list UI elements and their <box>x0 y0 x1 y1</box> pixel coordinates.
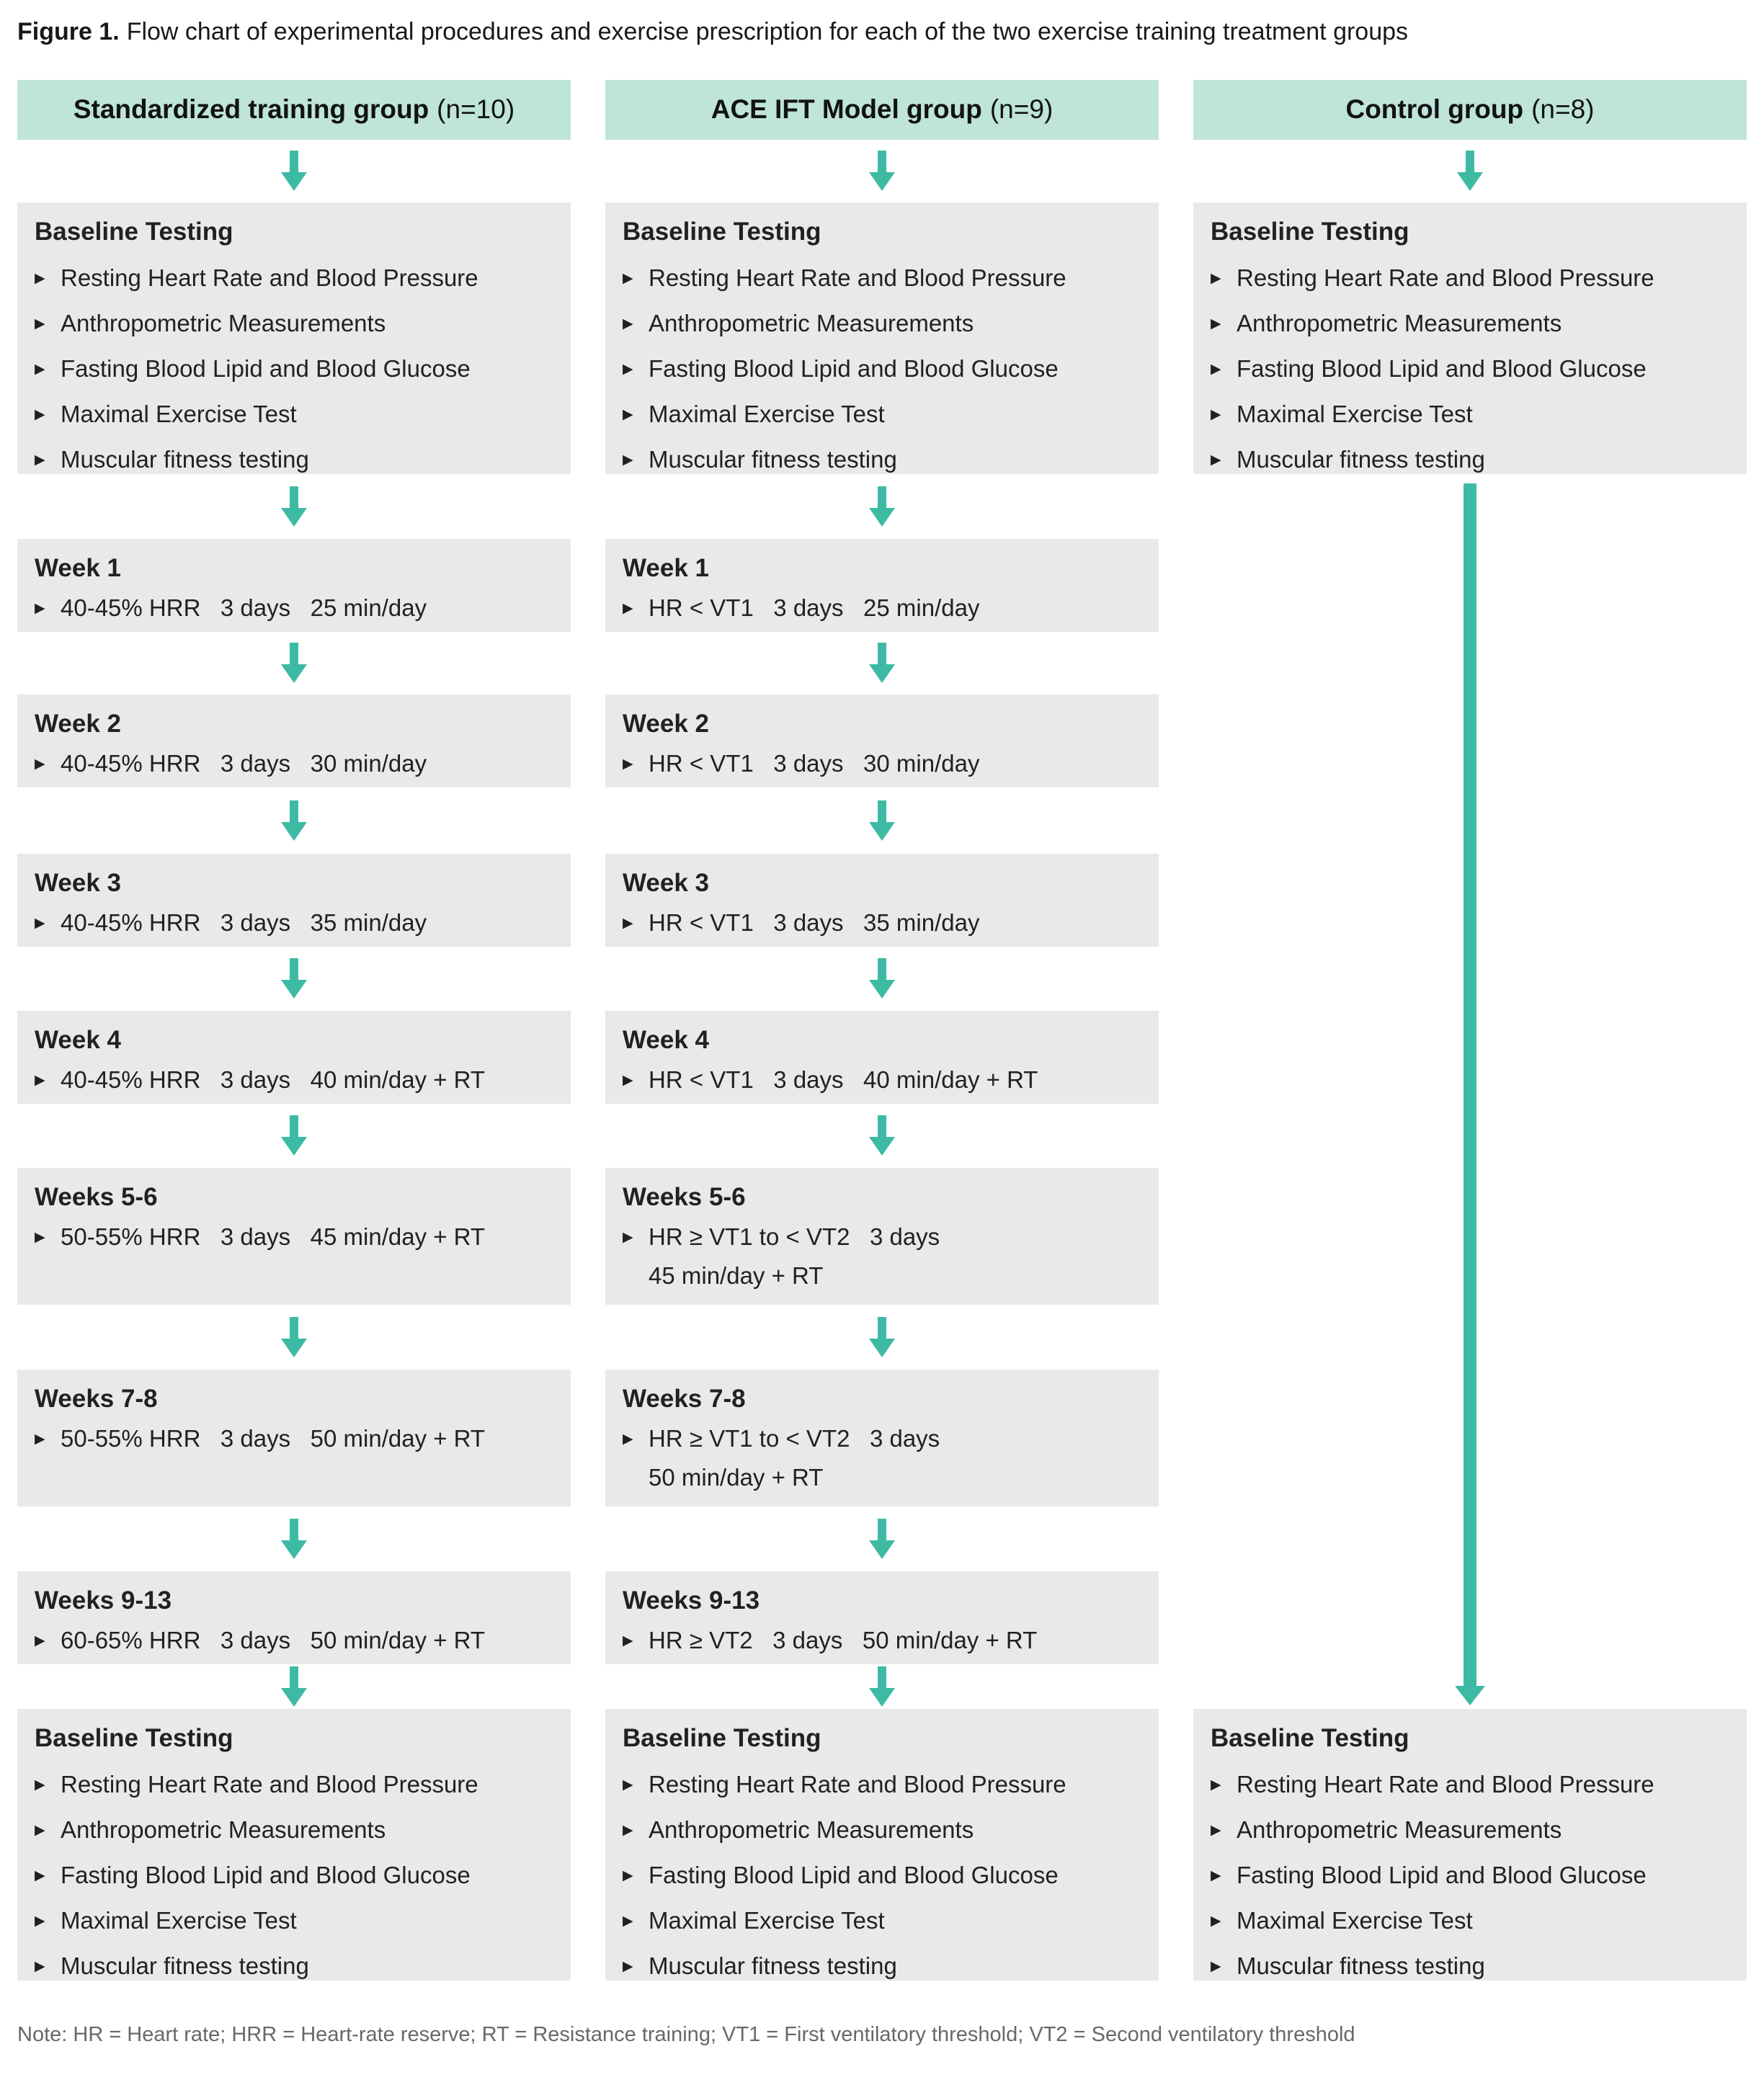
week-title: Week 4 <box>623 1025 709 1054</box>
bullet-text: Muscular fitness testing <box>61 445 309 473</box>
bullet-text: HR ≥ VT1 to < VT2 3 days <box>649 1424 940 1452</box>
group-name: ACE IFT Model group <box>710 94 982 125</box>
bullet-triangle-icon: ▶ <box>623 361 633 377</box>
bullet-triangle-icon: ▶ <box>623 1777 633 1792</box>
bullet-text: Resting Heart Rate and Blood Pressure <box>61 1770 478 1798</box>
week-box-0-1 <box>17 695 571 787</box>
down-arrow-0 <box>17 1104 571 1168</box>
bullet-text: Muscular fitness testing <box>1237 1952 1485 1979</box>
bullet-triangle-icon: ▶ <box>1211 270 1221 286</box>
bullet-text: Anthropometric Measurements <box>61 1816 386 1843</box>
bullet-text: Anthropometric Measurements <box>1237 1816 1562 1843</box>
bullet-triangle-icon: ▶ <box>623 1229 633 1245</box>
week-box-1-3 <box>605 1011 1159 1104</box>
baseline-testing-box-top-1 <box>605 202 1159 474</box>
bullet-text: Muscular fitness testing <box>1237 445 1485 473</box>
week-title: Week 3 <box>623 868 709 897</box>
bullet-triangle-icon: ▶ <box>623 452 633 468</box>
bullet-text: Resting Heart Rate and Blood Pressure <box>1237 264 1654 291</box>
bullet-text: 40-45% HRR 3 days 35 min/day <box>61 908 427 936</box>
week-box-0-3 <box>17 1011 571 1104</box>
baseline-testing-box-bottom-2 <box>1193 1709 1747 1981</box>
down-arrow-icon <box>280 643 308 683</box>
bullet-text: HR < VT1 3 days 35 min/day <box>649 908 980 936</box>
bullet-text: 40-45% HRR 3 days 25 min/day <box>61 594 427 621</box>
down-arrow-1 <box>605 1305 1159 1370</box>
group-n-count: (n=9) <box>989 94 1054 125</box>
baseline-testing-title: Baseline Testing <box>35 1723 233 1752</box>
bullet-triangle-icon: ▶ <box>35 406 45 422</box>
bullet-triangle-icon: ▶ <box>1211 406 1221 422</box>
week-title: Week 3 <box>35 868 121 897</box>
bullet-triangle-icon: ▶ <box>623 406 633 422</box>
week-box-1-6 <box>605 1571 1159 1664</box>
bullet-text: 50-55% HRR 3 days 45 min/day + RT <box>61 1223 486 1250</box>
down-arrow-icon <box>868 1666 896 1707</box>
bullet-item <box>623 1066 1141 1094</box>
bullet-triangle-icon: ▶ <box>623 1913 633 1929</box>
abbreviations-note: Note: HR = Heart rate; HRR = Heart-rate reserve; RT = Resistance training; VT1 = First ventilatory threshold; VT2 = Second ventilatory threshold <box>17 2022 1355 2046</box>
down-arrow-1 <box>605 474 1159 539</box>
down-arrow-0 <box>17 947 571 1011</box>
bullet-item <box>623 1906 1141 1935</box>
bullet-item <box>35 1424 553 1453</box>
bullet-text: Resting Heart Rate and Blood Pressure <box>1237 1770 1654 1798</box>
bullet-text: 40-45% HRR 3 days 30 min/day <box>61 749 427 777</box>
bullet-text: Fasting Blood Lipid and Blood Glucose <box>61 354 471 382</box>
bullet-text: Fasting Blood Lipid and Blood Glucose <box>649 1861 1059 1888</box>
bullet-item <box>1211 1770 1729 1799</box>
week-title: Weeks 9-13 <box>35 1586 172 1615</box>
long-down-arrow <box>1193 474 1747 1709</box>
down-arrow-1 <box>605 947 1159 1011</box>
bullet-triangle-icon: ▶ <box>623 1822 633 1838</box>
bullet-triangle-icon: ▶ <box>1211 1777 1221 1792</box>
week-box-1-0 <box>605 539 1159 632</box>
bullet-triangle-icon: ▶ <box>35 1777 45 1792</box>
bullet-item <box>35 1066 553 1094</box>
bullet-item <box>1211 264 1729 293</box>
bullet-triangle-icon: ▶ <box>35 1913 45 1929</box>
bullet-text: HR ≥ VT2 3 days 50 min/day + RT <box>649 1626 1038 1653</box>
bullet-triangle-icon: ▶ <box>35 1958 45 1974</box>
bullet-text: Resting Heart Rate and Blood Pressure <box>649 264 1066 291</box>
bullet-text: Maximal Exercise Test <box>1237 1906 1473 1934</box>
bullet-triangle-icon: ▶ <box>35 1229 45 1245</box>
bullet-item <box>35 1770 553 1799</box>
bullet-item <box>623 309 1141 338</box>
bullet-item <box>623 908 1141 937</box>
bullet-text: HR < VT1 3 days 40 min/day + RT <box>649 1066 1038 1093</box>
down-arrow-1 <box>605 632 1159 695</box>
bullet-item <box>623 594 1141 622</box>
bullet-triangle-icon: ▶ <box>1211 361 1221 377</box>
bullet-text: Maximal Exercise Test <box>61 400 297 427</box>
bullet-triangle-icon: ▶ <box>623 1958 633 1974</box>
bullet-triangle-icon: ▶ <box>623 1431 633 1447</box>
baseline-testing-title: Baseline Testing <box>1211 217 1409 246</box>
bullet-item <box>35 354 553 383</box>
down-arrow-icon <box>1456 151 1484 191</box>
bullet-triangle-icon: ▶ <box>1211 1822 1221 1838</box>
group-n-count: (n=10) <box>437 94 515 125</box>
baseline-testing-box-bottom-0 <box>17 1709 571 1981</box>
bullet-item <box>35 1906 553 1935</box>
bullet-text: HR < VT1 3 days 30 min/day <box>649 749 980 777</box>
down-arrow-1 <box>605 1664 1159 1709</box>
bullet-text: Maximal Exercise Test <box>649 400 885 427</box>
bullet-item <box>1211 309 1729 338</box>
bullet-triangle-icon: ▶ <box>35 1072 45 1088</box>
bullet-triangle-icon: ▶ <box>35 600 45 616</box>
week-title: Week 2 <box>35 709 121 738</box>
baseline-testing-box-top-0 <box>17 202 571 474</box>
bullet-item <box>1211 1816 1729 1844</box>
group-n-count: (n=8) <box>1531 94 1595 125</box>
bullet-triangle-icon: ▶ <box>623 1072 633 1088</box>
down-arrow-icon <box>280 958 308 999</box>
bullet-text: Anthropometric Measurements <box>649 309 974 336</box>
down-arrow-2 <box>1193 140 1747 202</box>
bullet-item <box>35 1861 553 1890</box>
down-arrow-icon <box>868 1317 896 1357</box>
down-arrow-1 <box>605 787 1159 854</box>
week-title: Weeks 5-6 <box>623 1182 746 1211</box>
bullet-item <box>35 309 553 338</box>
figure-title <box>17 0 1747 47</box>
week-title: Week 1 <box>35 553 121 582</box>
down-arrow-icon <box>868 643 896 683</box>
baseline-testing-title: Baseline Testing <box>1211 1723 1409 1752</box>
week-title: Weeks 5-6 <box>35 1182 158 1211</box>
bullet-text: Muscular fitness testing <box>61 1952 309 1979</box>
bullet-item <box>623 354 1141 383</box>
bullet-triangle-icon: ▶ <box>1211 1958 1221 1974</box>
group-name: Control group <box>1345 94 1524 125</box>
bullet-item <box>35 594 553 622</box>
bullet-item <box>623 1262 1141 1290</box>
bullet-triangle-icon: ▶ <box>1211 452 1221 468</box>
bullet-item <box>35 908 553 937</box>
bullet-triangle-icon: ▶ <box>1211 1913 1221 1929</box>
bullet-item <box>1211 354 1729 383</box>
week-box-0-6 <box>17 1571 571 1664</box>
bullet-item <box>35 1223 553 1251</box>
bullet-item <box>35 264 553 293</box>
bullet-item <box>623 1223 1141 1251</box>
long-arrow-head-icon <box>1455 1686 1485 1709</box>
down-arrow-1 <box>605 1104 1159 1168</box>
bullet-item <box>35 749 553 778</box>
bullet-text: 50 min/day + RT <box>649 1463 824 1491</box>
baseline-testing-box-bottom-1 <box>605 1709 1159 1981</box>
week-box-1-2 <box>605 854 1159 947</box>
down-arrow-icon <box>280 1666 308 1707</box>
week-title: Weeks 7-8 <box>623 1384 746 1413</box>
bullet-text: 40-45% HRR 3 days 40 min/day + RT <box>61 1066 486 1093</box>
week-box-1-5 <box>605 1370 1159 1506</box>
bullet-item <box>623 1952 1141 1981</box>
group-header-2 <box>1193 80 1747 140</box>
down-arrow-0 <box>17 1664 571 1709</box>
bullet-triangle-icon: ▶ <box>35 452 45 468</box>
long-arrow-shaft <box>1464 483 1476 1686</box>
bullet-text: HR < VT1 3 days 25 min/day <box>649 594 980 621</box>
bullet-item <box>623 1861 1141 1890</box>
baseline-testing-title: Baseline Testing <box>35 217 233 246</box>
week-box-0-0 <box>17 539 571 632</box>
week-title: Week 2 <box>623 709 709 738</box>
bullet-triangle-icon: ▶ <box>1211 316 1221 331</box>
bullet-triangle-icon: ▶ <box>35 316 45 331</box>
figure-label: Figure 1. <box>17 18 120 45</box>
bullet-triangle-icon: ▶ <box>1211 1867 1221 1883</box>
bullet-text: Maximal Exercise Test <box>1237 400 1473 427</box>
week-box-0-4 <box>17 1168 571 1305</box>
group-name: Standardized training group <box>73 94 429 125</box>
baseline-testing-title: Baseline Testing <box>623 1723 821 1752</box>
down-arrow-0 <box>17 787 571 854</box>
down-arrow-icon <box>868 1115 896 1156</box>
bullet-text: Maximal Exercise Test <box>649 1906 885 1934</box>
group-header-1 <box>605 80 1159 140</box>
bullet-text: Anthropometric Measurements <box>1237 309 1562 336</box>
bullet-item <box>1211 400 1729 429</box>
bullet-item <box>35 1952 553 1981</box>
bullet-item <box>623 264 1141 293</box>
bullet-text: HR ≥ VT1 to < VT2 3 days <box>649 1223 940 1250</box>
bullet-text: Fasting Blood Lipid and Blood Glucose <box>1237 354 1647 382</box>
down-arrow-icon <box>280 151 308 191</box>
down-arrow-1 <box>605 140 1159 202</box>
flowchart-grid <box>17 80 1747 1981</box>
down-arrow-icon <box>280 1317 308 1357</box>
bullet-triangle-icon: ▶ <box>35 1633 45 1648</box>
week-box-1-1 <box>605 695 1159 787</box>
bullet-triangle-icon: ▶ <box>35 1867 45 1883</box>
bullet-item <box>623 1770 1141 1799</box>
bullet-text: Resting Heart Rate and Blood Pressure <box>649 1770 1066 1798</box>
down-arrow-icon <box>868 1519 896 1559</box>
bullet-triangle-icon: ▶ <box>35 361 45 377</box>
bullet-text: 45 min/day + RT <box>649 1262 824 1289</box>
group-header-0 <box>17 80 571 140</box>
down-arrow-0 <box>17 632 571 695</box>
bullet-item <box>1211 1952 1729 1981</box>
down-arrow-0 <box>17 1506 571 1571</box>
baseline-testing-box-top-2 <box>1193 202 1747 474</box>
down-arrow-icon <box>868 800 896 841</box>
bullet-item <box>35 400 553 429</box>
bullet-triangle-icon: ▶ <box>623 1867 633 1883</box>
down-arrow-icon <box>280 486 308 527</box>
down-arrow-1 <box>605 1506 1159 1571</box>
down-arrow-0 <box>17 474 571 539</box>
bullet-triangle-icon: ▶ <box>623 270 633 286</box>
bullet-triangle-icon: ▶ <box>623 756 633 772</box>
bullet-text: Resting Heart Rate and Blood Pressure <box>61 264 478 291</box>
bullet-item <box>35 445 553 474</box>
bullet-item <box>623 1463 1141 1492</box>
down-arrow-icon <box>868 486 896 527</box>
down-arrow-icon <box>280 1519 308 1559</box>
bullet-item <box>623 749 1141 778</box>
bullet-text: Anthropometric Measurements <box>61 309 386 336</box>
bullet-item <box>623 400 1141 429</box>
week-title: Week 1 <box>623 553 709 582</box>
week-title: Weeks 9-13 <box>623 1586 760 1615</box>
figure-caption: Flow chart of experimental procedures and exercise prescription for each of the two exercise training treatment groups <box>126 18 1409 45</box>
bullet-text: Fasting Blood Lipid and Blood Glucose <box>649 354 1059 382</box>
week-title: Weeks 7-8 <box>35 1384 158 1413</box>
bullet-text: Fasting Blood Lipid and Blood Glucose <box>1237 1861 1647 1888</box>
bullet-triangle-icon: ▶ <box>35 1431 45 1447</box>
bullet-item <box>35 1626 553 1655</box>
bullet-text: Anthropometric Measurements <box>649 1816 974 1843</box>
bullet-item <box>1211 1906 1729 1935</box>
bullet-triangle-icon: ▶ <box>623 600 633 616</box>
bullet-item <box>623 1816 1141 1844</box>
week-box-0-5 <box>17 1370 571 1506</box>
bullet-item <box>35 1816 553 1844</box>
bullet-text: Maximal Exercise Test <box>61 1906 297 1934</box>
down-arrow-icon <box>280 1115 308 1156</box>
bullet-triangle-icon: ▶ <box>35 1822 45 1838</box>
week-box-0-2 <box>17 854 571 947</box>
bullet-text: 60-65% HRR 3 days 50 min/day + RT <box>61 1626 486 1653</box>
down-arrow-0 <box>17 1305 571 1370</box>
bullet-item <box>1211 445 1729 474</box>
bullet-item <box>623 1626 1141 1655</box>
baseline-testing-title: Baseline Testing <box>623 217 821 246</box>
down-arrow-0 <box>17 140 571 202</box>
bullet-text: 50-55% HRR 3 days 50 min/day + RT <box>61 1424 486 1452</box>
bullet-item <box>623 1424 1141 1453</box>
down-arrow-icon <box>868 958 896 999</box>
bullet-triangle-icon: ▶ <box>623 1633 633 1648</box>
bullet-text: Muscular fitness testing <box>649 1952 897 1979</box>
bullet-triangle-icon: ▶ <box>35 270 45 286</box>
week-box-1-4 <box>605 1168 1159 1305</box>
week-title: Week 4 <box>35 1025 121 1054</box>
bullet-item <box>623 445 1141 474</box>
down-arrow-icon <box>280 800 308 841</box>
bullet-item <box>1211 1861 1729 1890</box>
bullet-triangle-icon: ▶ <box>35 915 45 931</box>
bullet-triangle-icon: ▶ <box>623 316 633 331</box>
bullet-triangle-icon: ▶ <box>623 915 633 931</box>
bullet-text: Muscular fitness testing <box>649 445 897 473</box>
down-arrow-icon <box>868 151 896 191</box>
bullet-text: Fasting Blood Lipid and Blood Glucose <box>61 1861 471 1888</box>
bullet-triangle-icon: ▶ <box>35 756 45 772</box>
